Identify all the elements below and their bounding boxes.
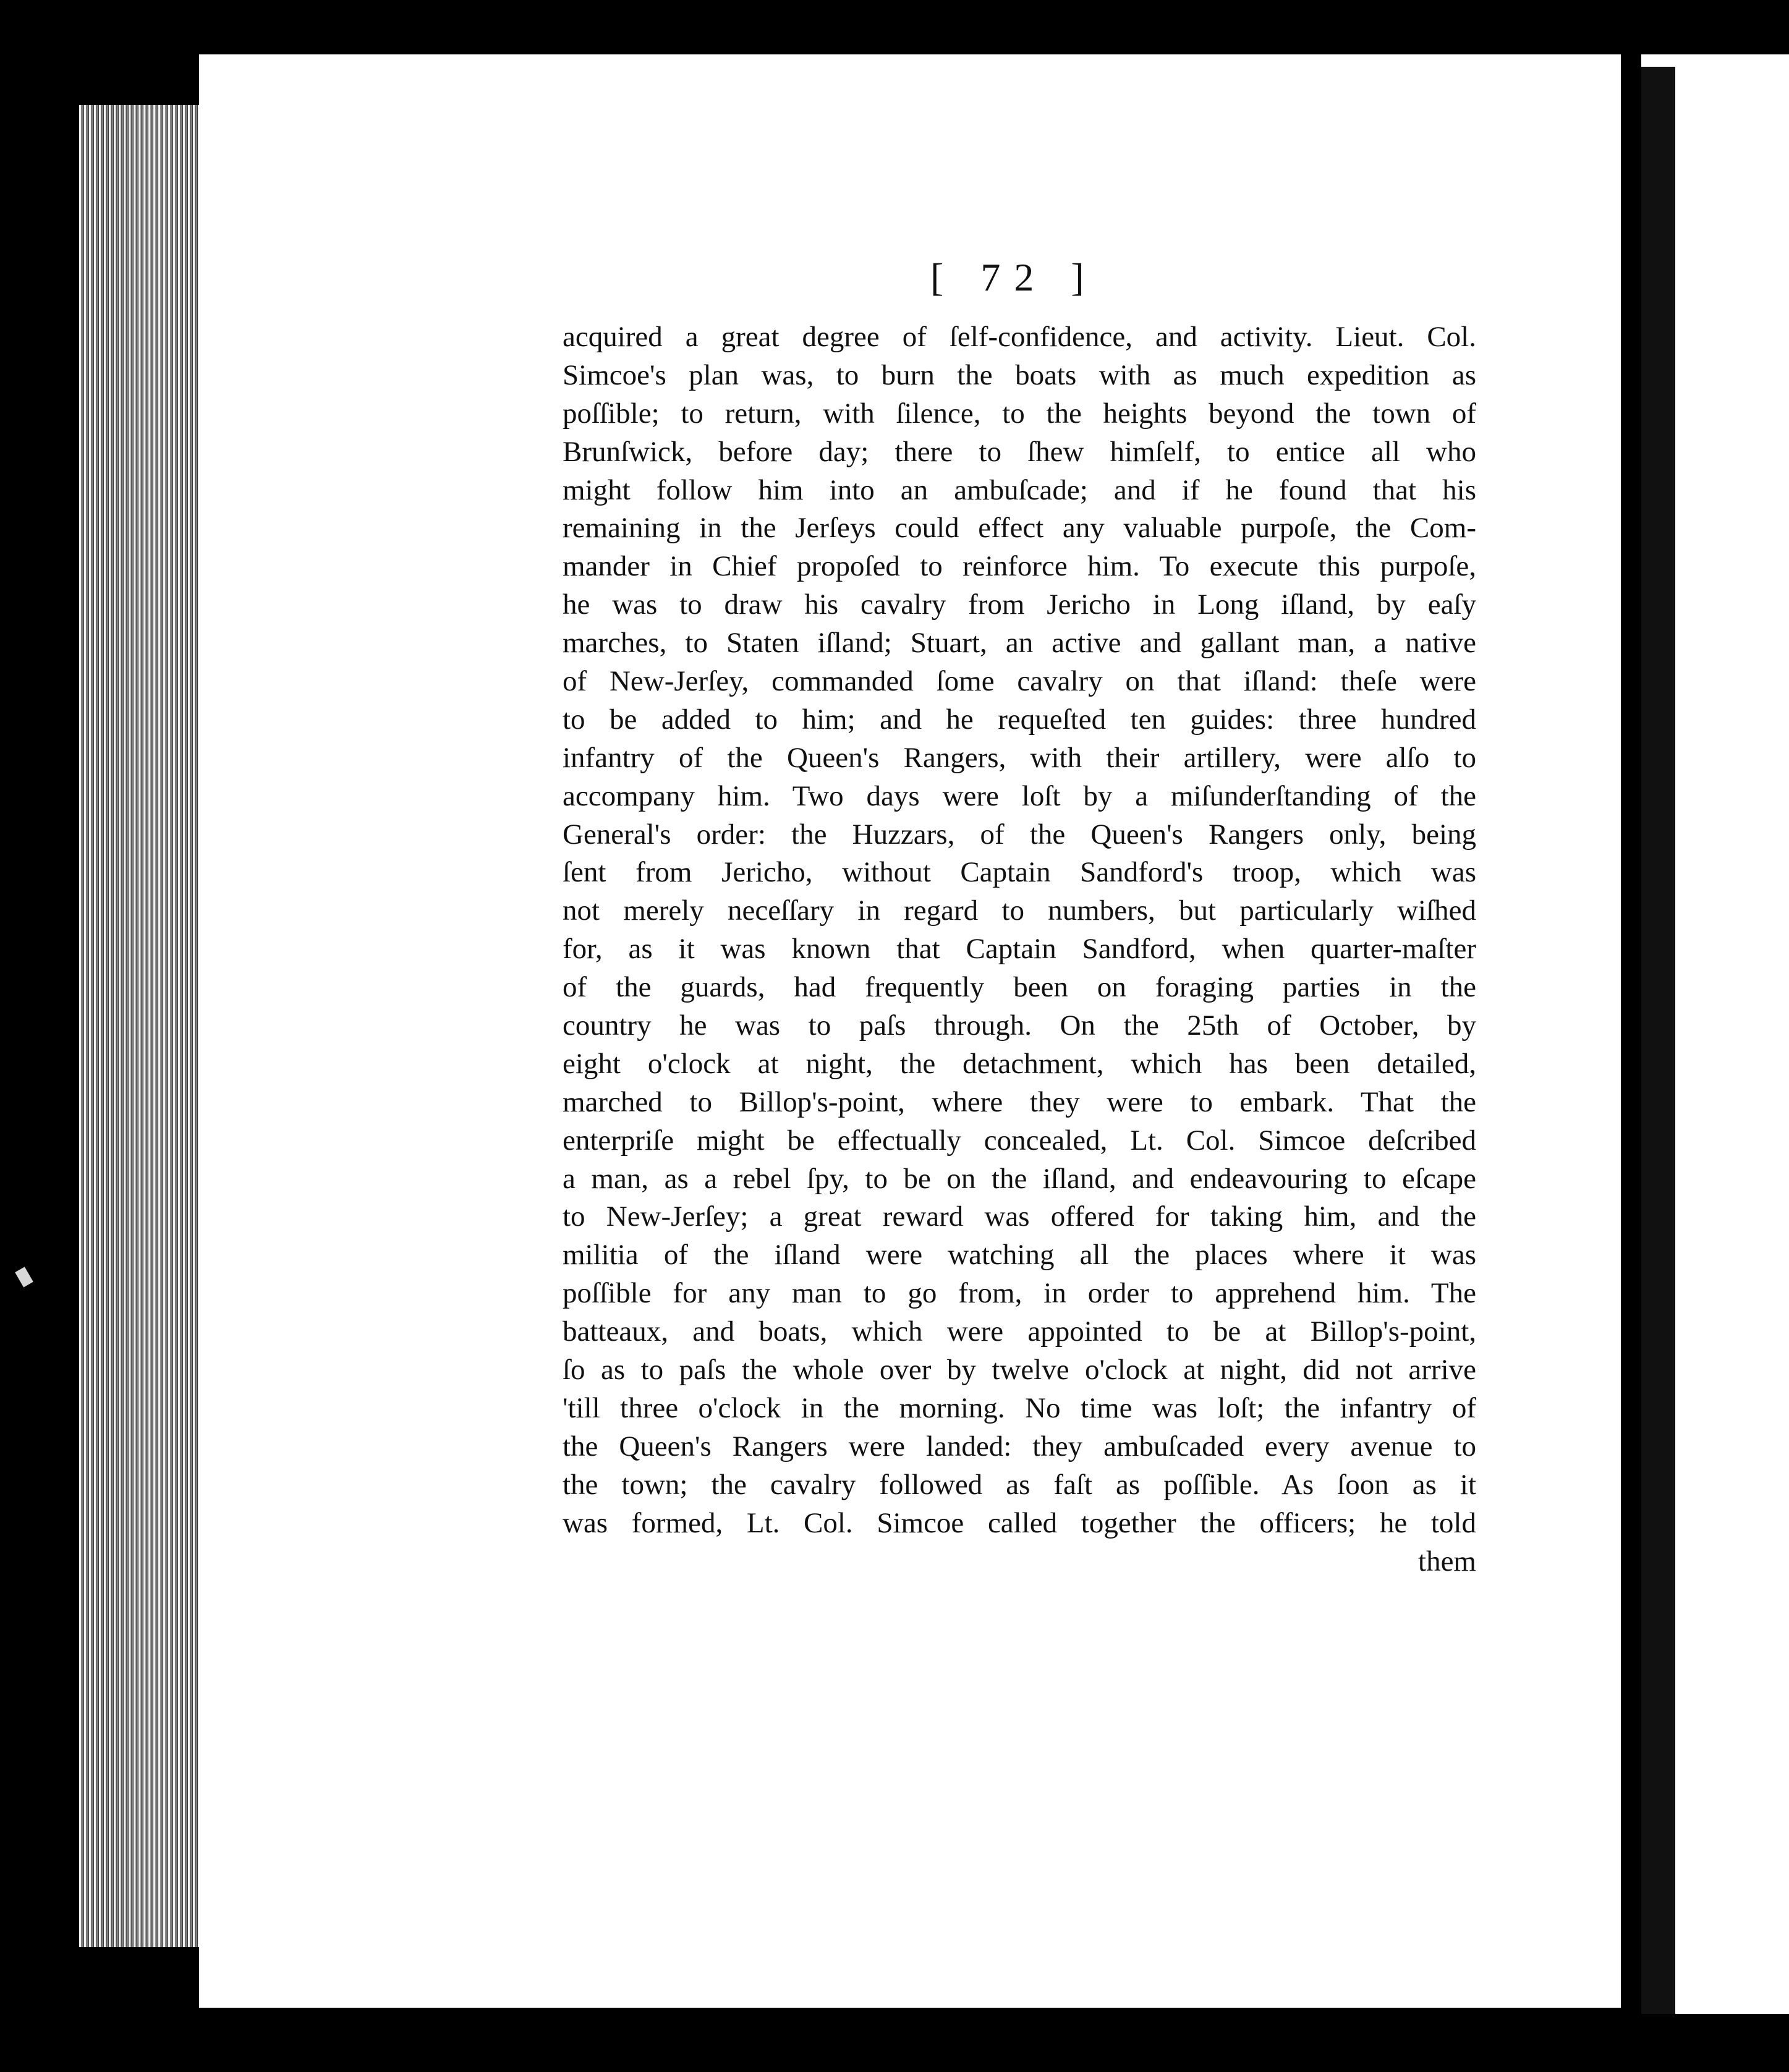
- text-line: was formed, Lt. Col. Simcoe called together the officers; he told: [563, 1506, 1476, 1539]
- facing-page-edge: [1641, 54, 1789, 2014]
- text-line: for, as it was known that Captain Sandford, when quarter-maſter: [563, 933, 1476, 966]
- text-line: to New-Jerſey; a great reward was offered for taking him, and the: [563, 1200, 1476, 1233]
- text-line: acquired a great degree of ſelf-confidence, and activity. Lieut. Col.: [563, 321, 1476, 353]
- text-line: ſent from Jericho, without Captain Sandford's troop, which was: [563, 856, 1476, 889]
- scan-mark: [15, 1267, 33, 1287]
- page-number: [ 72 ]: [930, 255, 1098, 299]
- text-line: not merely neceſſary in regard to numbers, but particularly wiſhed: [563, 894, 1476, 927]
- text-line: ſo as to paſs the whole over by twelve o'clock at night, did not arrive: [563, 1354, 1476, 1386]
- book-page-edges: [79, 105, 203, 1947]
- text-line: militia of the iſland were watching all the places where it was: [563, 1239, 1476, 1272]
- text-line: marched to Billop's-point, where they were to embark. That the: [563, 1085, 1476, 1118]
- text-line: poſſible; to return, with ſilence, to the heights beyond the town of: [563, 397, 1476, 430]
- text-line: General's order: the Huzzars, of the Queen's Rangers only, being: [563, 818, 1476, 851]
- gutter-shadow: [1641, 67, 1675, 2014]
- text-line: to be added to him; and he requeſted ten guides: three hundred: [563, 703, 1476, 736]
- text-line: accompany him. Two days were loſt by a miſunderſtanding of the: [563, 779, 1476, 812]
- text-line: the Queen's Rangers were landed: they ambuſcaded every avenue to: [563, 1430, 1476, 1463]
- text-line: mander in Chief propoſed to reinforce him. To execute this purpoſe,: [563, 550, 1476, 583]
- text-line: enterpriſe might be effectually concealed, Lt. Col. Simcoe deſcribed: [563, 1124, 1476, 1157]
- text-line: Simcoe's plan was, to burn the boats with as much expedition as: [563, 359, 1476, 391]
- text-line: batteaux, and boats, which were appointed to be at Billop's-point,: [563, 1315, 1476, 1348]
- text-line: country he was to paſs through. On the 25th of October, by: [563, 1009, 1476, 1042]
- text-line: marches, to Staten iſland; Stuart, an active and gallant man, a native: [563, 627, 1476, 660]
- text-line: of the guards, had frequently been on foraging parties in the: [563, 971, 1476, 1004]
- text-line: he was to draw his cavalry from Jericho in Long iſland, by eaſy: [563, 588, 1476, 621]
- text-line: remaining in the Jerſeys could effect any valuable purpoſe, the Com-: [563, 512, 1476, 545]
- text-line: might follow him into an ambuſcade; and if he found that his: [563, 473, 1476, 506]
- text-line: poſſible for any man to go from, in order to apprehend him. The: [563, 1277, 1476, 1310]
- catchword: them: [1418, 1545, 1476, 1577]
- text-line: infantry of the Queen's Rangers, with their artillery, were alſo to: [563, 741, 1476, 774]
- text-line: of New-Jerſey, commanded ſome cavalry on that iſland: theſe were: [563, 665, 1476, 698]
- text-line: the town; the cavalry followed as faſt as poſſible. As ſoon as it: [563, 1468, 1476, 1501]
- text-line: a man, as a rebel ſpy, to be on the iſland, and endeavouring to eſcape: [563, 1162, 1476, 1195]
- text-line: 'till three o'clock in the morning. No time was loſt; the infantry of: [563, 1391, 1476, 1424]
- text-line: eight o'clock at night, the detachment, which has been detailed,: [563, 1047, 1476, 1080]
- text-line: Brunſwick, before day; there to ſhew himſelf, to entice all who: [563, 435, 1476, 468]
- body-text: [563, 318, 1476, 1581]
